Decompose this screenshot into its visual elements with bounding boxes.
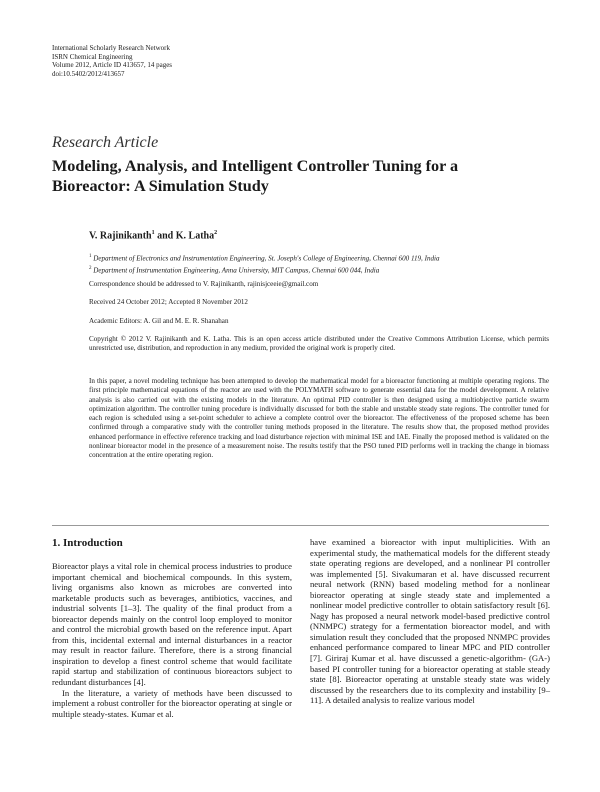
abstract: In this paper, a novel modeling technique has been attempted to develop the mathematical model for a bioreactor functioning at multiple operating regions. The first principle mathematical equations of the reactor are used with the POLYMATH software to generate essential data for the model development. A relative analysis is also carried out with the existing models in the literature. An optimal PID controller is then designed using a multiobjective particle swarm optimization algorithm. The controller tuning procedure is individually discussed for both the stable and unstable steady state regions. The controller tuned for each region is scheduled using a set-point scheduler to achieve a complete control over the bioreactor. The effectiveness of the proposed scheme has been confirmed through a comparative study with the controller tuning methods proposed in the literature. The results show that, the proposed method provides enhanced performance in effective reference tracking and load disturbance rejection with minimal ISE and IAE. Finally the proposed method is validated on the nonlinear bioreactor model in the presence of a measurement noise. The results testify that the PSO tuned PID performs well in tracking the change in biomass concentration at the entire operating region. <box>89 377 549 459</box>
journal-subtitle: ISRN Chemical Engineering <box>52 52 133 61</box>
academic-editors: Academic Editors: A. Gil and M. E. R. Shanahan <box>89 317 229 325</box>
journal-header <box>52 44 172 78</box>
paper-title: Modeling, Analysis, and Intelligent Controller Tuning for a Bioreactor: A Simulation Study <box>52 157 459 195</box>
author-list <box>89 230 217 241</box>
body-paragraph: have examined a bioreactor with input multiplicities. With an experimental study, the mathematical models for the different steady state operating regions are developed, and a nonlinear PI controller was implemented [5]. Sivakumaran et al. have discussed recurrent neural network (RNN) based modeling method for a nonlinear bioreactor operating at single steady state and implemented a nonlinear model predictive controller to obtain satisfactory result [6]. Nagy has proposed a neural network model-based predictive control (NNMPC) strategy for a fermentation bioreactor model, and with simulation result they concluded that the proposed NNMPC provides enhanced performance compared to linear MPC and PID controller [7]. Giriraj Kumar et al. have discussed a genetic-algorithm- (GA-) based PI controller tuning for a bioreactor operating at stable steady state [8]. Bioreactor operating at unstable steady state was widely discussed by the researchers due to its complexity and instability [9–11]. A detailed analysis to realize various model <box>310 537 550 706</box>
author-conjunction: and <box>154 230 176 242</box>
affiliation: $^2$ Department of Instrumentation Engineering, Anna University, MIT Campus, Chennai 600 044, India <box>89 265 380 274</box>
body-column-right <box>310 537 550 706</box>
received-dates: Received 24 October 2012; Accepted 8 November 2012 <box>89 298 248 306</box>
affiliation: $^1$ Department of Electronics and Instrumentation Engineering, St. Joseph's College of Engineering, Chennai 600 119, India <box>89 254 440 263</box>
journal-name: International Scholarly Research Network <box>52 44 170 52</box>
journal-doi: doi:10.5402/2012/413657 <box>52 69 125 78</box>
affiliations <box>89 252 549 275</box>
journal-volume: Volume 2012, Article ID 413657, 14 pages <box>52 61 173 70</box>
section-heading: 1. Introduction <box>52 537 123 549</box>
author-name: V. Rajinikanth <box>89 230 152 242</box>
body-paragraph: In the literature, a variety of methods have been discussed to implement a robust controller for the bioreactor operating at single or multiple steady-states. Kumar et al. <box>52 687 292 719</box>
author-affiliation-marker: 2 <box>214 230 218 236</box>
author-affiliation-marker: 1 <box>151 230 155 236</box>
section-divider <box>52 525 549 526</box>
body-column-left <box>52 561 292 719</box>
correspondence: Correspondence should be addressed to V. Rajinikanth, rajinisjceeie@gmail.com <box>89 280 319 288</box>
article-type: Research Article <box>52 134 159 151</box>
copyright: Copyright © 2012 V. Rajinikanth and K. Latha. This is an open access article distributed under the Creative Commons Attribution License, which permits unrestricted use, distribution, and reproduction in any medium, provided the original work is properly cited. <box>89 335 549 353</box>
body-paragraph: Bioreactor plays a vital role in chemical process industries to produce important chemical and biochemical compounds. In this system, living organisms also known as microbes are converted into marketable products such as beverages, antibiotics, vaccines, and industrial solvents [1–3]. The quality of the final product from a bioreactor depends mainly on the control loop employed to monitor and control the microbial growth based on the reference input. Apart from this, incidental external and internal disturbances in a reactor may result in reactor failure. Therefore, there is a strong financial inspiration to develop a finest control scheme that would facilitate rapid startup and stabilization of continuous bioreactors subject to redundant disturbances [4]. <box>52 561 292 688</box>
author-name: K. Latha <box>175 230 215 242</box>
